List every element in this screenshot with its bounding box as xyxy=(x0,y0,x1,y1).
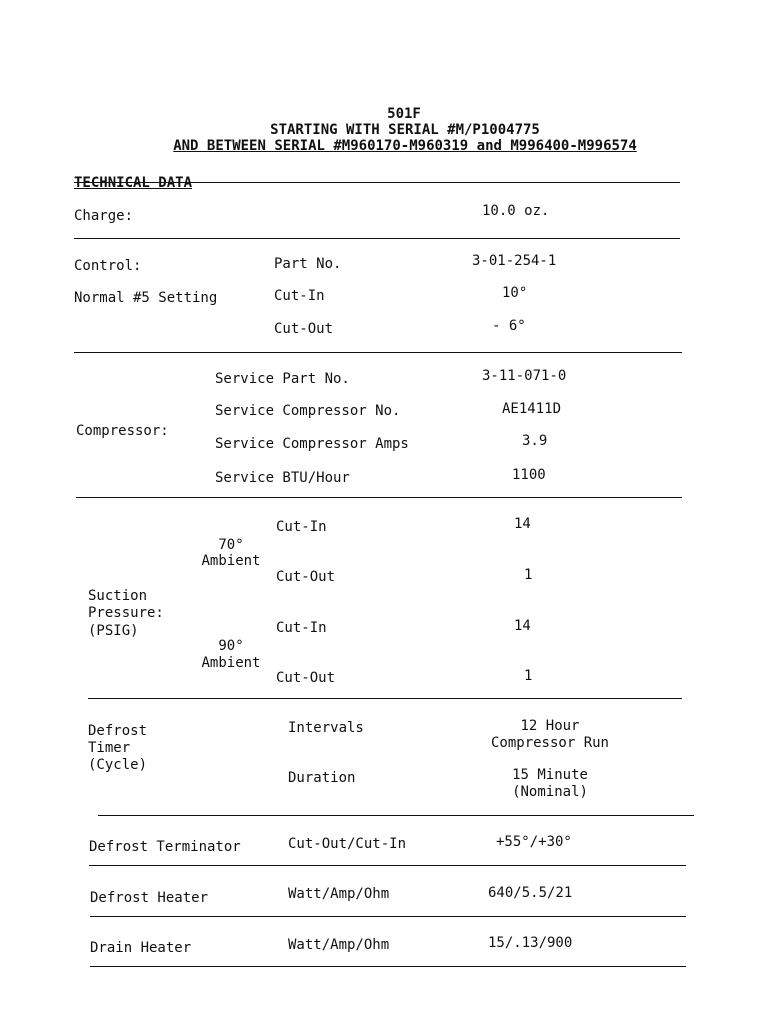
defrost-timer-value: (Nominal) xyxy=(512,784,588,800)
defrost-timer-value: 15 Minute xyxy=(512,767,588,783)
compressor-label: Compressor: xyxy=(76,423,169,439)
defrost-timer-label: (Cycle) xyxy=(88,757,148,773)
control-value: 3-01-254-1 xyxy=(472,253,557,269)
suction-param: Cut-Out xyxy=(276,569,336,585)
defrost-terminator-param: Cut-Out/Cut-In xyxy=(288,836,407,852)
compressor-param: Service BTU/Hour xyxy=(215,470,350,486)
suction-label: Pressure: xyxy=(88,605,164,621)
compressor-value: 3-11-071-0 xyxy=(482,368,567,384)
rule xyxy=(74,182,680,183)
suction-value: 1 xyxy=(524,668,533,684)
rule xyxy=(90,966,686,967)
suction-value: 14 xyxy=(514,516,531,532)
charge-label: Charge: xyxy=(74,208,134,224)
defrost-timer-label: Timer xyxy=(88,740,131,756)
ambient-90-label: 90° xyxy=(218,638,244,654)
defrost-timer-value: 12 Hour xyxy=(520,718,580,734)
defrost-terminator-label: Defrost Terminator xyxy=(89,839,241,855)
suction-value: 1 xyxy=(524,567,533,583)
suction-label: Suction xyxy=(88,588,148,604)
rule xyxy=(74,352,682,353)
suction-param: Cut-Out xyxy=(276,670,336,686)
suction-label: (PSIG) xyxy=(88,623,139,639)
compressor-param: Service Compressor No. xyxy=(215,403,401,419)
drain-heater-param: Watt/Amp/Ohm xyxy=(288,937,390,953)
compressor-value: AE1411D xyxy=(502,401,562,417)
defrost-timer-value: Compressor Run xyxy=(490,735,609,751)
drain-heater-value: 15/.13/900 xyxy=(488,935,573,951)
suction-value: 14 xyxy=(514,618,531,634)
defrost-heater-label: Defrost Heater xyxy=(90,890,209,906)
control-param: Part No. xyxy=(274,256,342,272)
rule xyxy=(89,865,686,866)
ambient-70-label: 70° xyxy=(218,537,244,553)
technical-data-heading: TECHNICAL DATA xyxy=(74,175,193,191)
control-label: Control: xyxy=(74,258,142,274)
control-sublabel: Normal #5 Setting xyxy=(74,290,218,306)
drain-heater-label: Drain Heater xyxy=(90,940,192,956)
ambient-70-label: Ambient xyxy=(201,553,261,569)
defrost-heater-param: Watt/Amp/Ohm xyxy=(288,886,390,902)
model-title: 501F xyxy=(387,106,421,122)
rule xyxy=(88,698,682,699)
defrost-timer-param: Intervals xyxy=(288,720,364,736)
defrost-timer-label: Defrost xyxy=(88,723,148,739)
suction-param: Cut-In xyxy=(276,519,327,535)
compressor-param: Service Compressor Amps xyxy=(215,436,409,452)
suction-param: Cut-In xyxy=(276,620,327,636)
defrost-timer-param: Duration xyxy=(288,770,356,786)
charge-value: 10.0 oz. xyxy=(482,203,550,219)
defrost-terminator-value: +55°/+30° xyxy=(496,834,572,850)
control-param: Cut-In xyxy=(274,288,325,304)
compressor-param: Service Part No. xyxy=(215,371,350,387)
compressor-value: 1100 xyxy=(512,467,546,483)
serial-line-2: AND BETWEEN SERIAL #M960170-M960319 and M996400-M996574 xyxy=(173,138,637,154)
serial-line-1: STARTING WITH SERIAL #M/P1004775 xyxy=(270,122,540,138)
control-value: - 6° xyxy=(492,318,526,334)
ambient-90-label: Ambient xyxy=(201,655,261,671)
compressor-value: 3.9 xyxy=(522,433,548,449)
defrost-heater-value: 640/5.5/21 xyxy=(488,885,573,901)
rule xyxy=(90,916,686,917)
control-param: Cut-Out xyxy=(274,321,334,337)
rule xyxy=(74,238,680,239)
rule xyxy=(76,497,682,498)
control-value: 10° xyxy=(502,285,528,301)
rule xyxy=(98,815,694,816)
